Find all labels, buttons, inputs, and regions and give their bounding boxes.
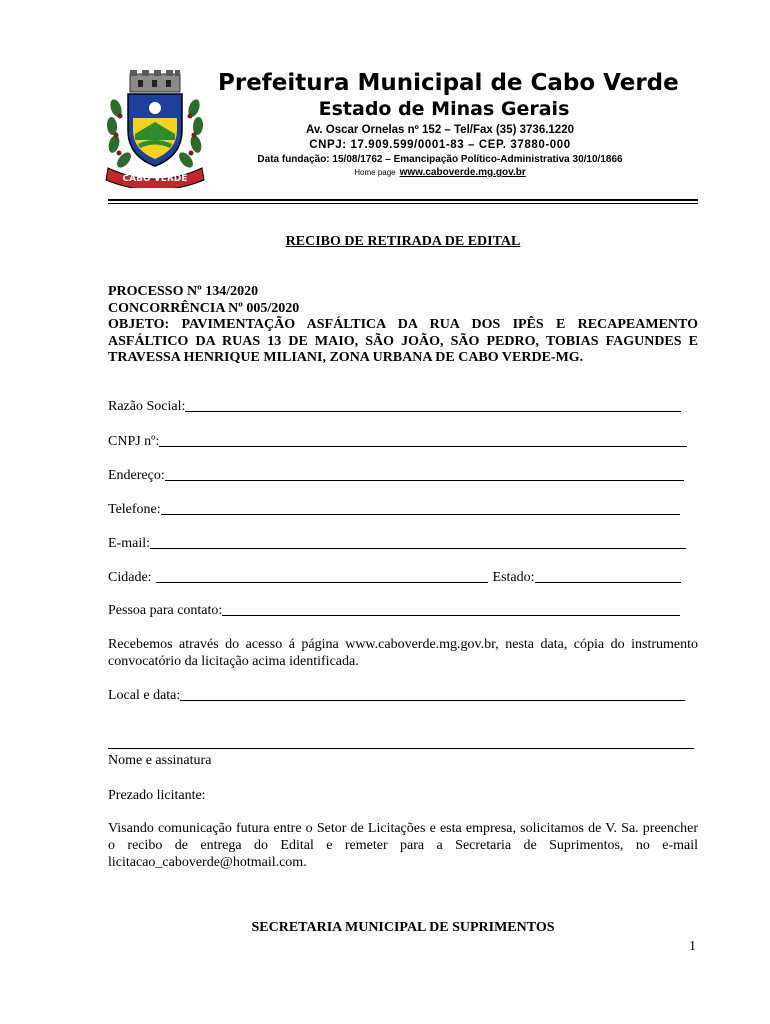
endereco-field[interactable]	[108, 466, 684, 484]
email-line[interactable]	[150, 545, 686, 549]
address-line: Av. Oscar Ornelas nº 152 – Tel/Fax (35) 3736.1220	[305, 124, 574, 136]
receipt-paragraph: Recebemos através do acesso á página www.caboverde.mg.gov.br, nesta data, cópia do instrumento convocatório da licitação acima identificada.	[108, 637, 698, 669]
instructions-paragraph: Visando comunicação futura entre o Setor de Licitações e esta empresa, solicitamos de V. Sa. preencher o recibo de entrega do Edital e remeter para a Secretaria de Suprimentos, no e-mail licitacao_caboverde@hotmail.com.	[108, 821, 698, 870]
telefone-line[interactable]	[161, 511, 680, 515]
endereco-label: Endereço:	[108, 468, 165, 483]
contato-field[interactable]	[108, 601, 680, 619]
email-label: E-mail:	[108, 536, 150, 551]
razao-social-label: Razão Social:	[108, 399, 186, 414]
document-title: RECIBO DE RETIRADA DE EDITAL	[285, 234, 521, 249]
header-rule-thin	[108, 203, 698, 204]
estado-line[interactable]	[535, 579, 681, 583]
local-data-label: Local e data:	[108, 688, 181, 703]
cnpj-line[interactable]	[159, 443, 687, 447]
process-number: PROCESSO Nº 134/2020	[108, 284, 259, 299]
endereco-line[interactable]	[165, 477, 684, 481]
estado-label: Estado:	[492, 570, 535, 585]
concorrencia-number: CONCORRÊNCIA Nº 005/2020	[108, 300, 300, 316]
telefone-label: Telefone:	[108, 502, 161, 517]
cnpj-label: CNPJ nº:	[108, 434, 160, 449]
object-description: OBJETO: PAVIMENTAÇÃO ASFÁLTICA DA RUA DOS IPÊS E RECAPEAMENTO ASFÁLTICO DA RUAS 13 DE MAIO, SÃO JOÃO, SÃO PEDRO, TOBIAS FAGUNDES E TRAVESSA HENRIQUE MILIANI, ZONA URBANA DE CABO VERDE-MG.	[108, 317, 698, 365]
signature-line[interactable]	[108, 748, 694, 749]
email-field[interactable]	[108, 534, 686, 552]
homepage-line	[190, 167, 690, 178]
state-subtitle: Estado de Minas Gerais	[318, 98, 570, 120]
foundation-dates-line: Data fundação: 15/08/1762 – Emancipação Político-Administrativa 30/10/1866	[257, 154, 623, 165]
local-data-field[interactable]	[108, 686, 685, 704]
page-number: 1	[689, 939, 696, 954]
contato-label: Pessoa para contato:	[108, 603, 223, 618]
svg-text:CABO VERDE: CABO VERDE	[122, 174, 188, 184]
process-block	[108, 284, 698, 367]
header-rule-thick	[108, 199, 698, 201]
greeting: Prezado licitante:	[108, 788, 206, 803]
cnpj-field[interactable]	[108, 432, 687, 450]
contato-line[interactable]	[222, 612, 680, 616]
cidade-label: Cidade:	[108, 570, 152, 585]
homepage-link[interactable]: www.caboverde.mg.gov.br	[399, 167, 526, 178]
telefone-field[interactable]	[108, 500, 680, 518]
cnpj-cep-line: CNPJ: 17.909.599/0001-83 – CEP. 37880-000	[309, 139, 571, 151]
municipality-title: Prefeitura Municipal de Cabo Verde	[218, 70, 679, 96]
cidade-line[interactable]	[156, 579, 488, 583]
local-data-line[interactable]	[180, 697, 685, 701]
razao-social-line[interactable]	[185, 408, 681, 412]
footer-secretaria: SECRETARIA MUNICIPAL DE SUPRIMENTOS	[251, 920, 555, 935]
cidade-field[interactable]	[108, 568, 681, 586]
razao-social-field[interactable]	[108, 397, 681, 415]
signature-caption: Nome e assinatura	[108, 753, 212, 768]
homepage-label: Home page	[354, 168, 396, 177]
